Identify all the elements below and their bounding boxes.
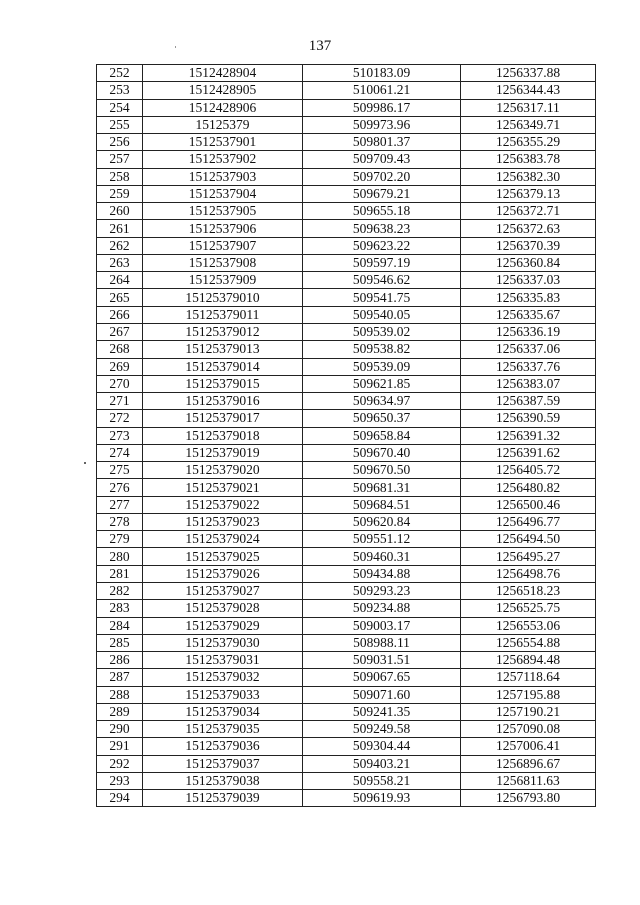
point-id-cell: 1512428904 — [143, 65, 303, 82]
point-id-cell: 15125379012 — [143, 323, 303, 340]
table-row — [97, 444, 596, 461]
point-id-cell: 1512537905 — [143, 203, 303, 220]
point-id-cell: 1512537906 — [143, 220, 303, 237]
y-coordinate-cell: 1256383.07 — [461, 375, 596, 392]
point-id-cell: 1512537903 — [143, 168, 303, 185]
point-id-cell: 15125379010 — [143, 289, 303, 306]
table-row — [97, 65, 596, 82]
row-number-cell: 264 — [97, 272, 143, 289]
x-coordinate-cell: 509801.37 — [303, 134, 461, 151]
table-row — [97, 358, 596, 375]
coordinates-table-body — [97, 65, 596, 807]
table-row — [97, 531, 596, 548]
row-number-cell: 273 — [97, 427, 143, 444]
point-id-cell: 15125379027 — [143, 582, 303, 599]
row-number-cell: 277 — [97, 496, 143, 513]
y-coordinate-cell: 1256336.19 — [461, 323, 596, 340]
x-coordinate-cell: 509558.21 — [303, 772, 461, 789]
table-row — [97, 496, 596, 513]
table-row — [97, 738, 596, 755]
row-number-cell: 259 — [97, 185, 143, 202]
x-coordinate-cell: 509597.19 — [303, 254, 461, 271]
row-number-cell: 270 — [97, 375, 143, 392]
y-coordinate-cell: 1256317.11 — [461, 99, 596, 116]
row-number-cell: 261 — [97, 220, 143, 237]
row-number-cell: 293 — [97, 772, 143, 789]
y-coordinate-cell: 1256391.62 — [461, 444, 596, 461]
y-coordinate-cell: 1256335.67 — [461, 306, 596, 323]
y-coordinate-cell: 1256382.30 — [461, 168, 596, 185]
y-coordinate-cell: 1256391.32 — [461, 427, 596, 444]
point-id-cell: 15125379025 — [143, 548, 303, 565]
y-coordinate-cell: 1256387.59 — [461, 393, 596, 410]
point-id-cell: 15125379013 — [143, 341, 303, 358]
point-id-cell: 15125379016 — [143, 393, 303, 410]
x-coordinate-cell: 509655.18 — [303, 203, 461, 220]
row-number-cell: 254 — [97, 99, 143, 116]
row-number-cell: 255 — [97, 116, 143, 133]
table-row — [97, 116, 596, 133]
table-row — [97, 393, 596, 410]
x-coordinate-cell: 509684.51 — [303, 496, 461, 513]
row-number-cell: 266 — [97, 306, 143, 323]
table-row — [97, 565, 596, 582]
x-coordinate-cell: 509986.17 — [303, 99, 461, 116]
x-coordinate-cell: 509539.02 — [303, 323, 461, 340]
table-row — [97, 306, 596, 323]
row-number-cell: 260 — [97, 203, 143, 220]
x-coordinate-cell: 509234.88 — [303, 600, 461, 617]
row-number-cell: 287 — [97, 669, 143, 686]
point-id-cell: 15125379030 — [143, 634, 303, 651]
x-coordinate-cell: 509702.20 — [303, 168, 461, 185]
x-coordinate-cell: 509460.31 — [303, 548, 461, 565]
point-id-cell: 15125379031 — [143, 652, 303, 669]
x-coordinate-cell: 509623.22 — [303, 237, 461, 254]
x-coordinate-cell: 509003.17 — [303, 617, 461, 634]
row-number-cell: 262 — [97, 237, 143, 254]
point-id-cell: 15125379028 — [143, 600, 303, 617]
table-row — [97, 513, 596, 530]
y-coordinate-cell: 1256337.88 — [461, 65, 596, 82]
table-row — [97, 237, 596, 254]
y-coordinate-cell: 1256372.71 — [461, 203, 596, 220]
x-coordinate-cell: 509067.65 — [303, 669, 461, 686]
y-coordinate-cell: 1256494.50 — [461, 531, 596, 548]
point-id-cell: 1512537909 — [143, 272, 303, 289]
row-number-cell: 292 — [97, 755, 143, 772]
y-coordinate-cell: 1256370.39 — [461, 237, 596, 254]
point-id-cell: 15125379036 — [143, 738, 303, 755]
point-id-cell: 15125379018 — [143, 427, 303, 444]
table-row — [97, 790, 596, 807]
y-coordinate-cell: 1257090.08 — [461, 721, 596, 738]
y-coordinate-cell: 1256495.27 — [461, 548, 596, 565]
x-coordinate-cell: 509540.05 — [303, 306, 461, 323]
row-number-cell: 286 — [97, 652, 143, 669]
x-coordinate-cell: 509619.93 — [303, 790, 461, 807]
table-row — [97, 99, 596, 116]
point-id-cell: 1512428905 — [143, 82, 303, 99]
point-id-cell: 15125379039 — [143, 790, 303, 807]
point-id-cell: 15125379020 — [143, 462, 303, 479]
table-row — [97, 82, 596, 99]
table-row — [97, 755, 596, 772]
y-coordinate-cell: 1256480.82 — [461, 479, 596, 496]
row-number-cell: 275 — [97, 462, 143, 479]
row-number-cell: 269 — [97, 358, 143, 375]
x-coordinate-cell: 509539.09 — [303, 358, 461, 375]
x-coordinate-cell: 509620.84 — [303, 513, 461, 530]
table-row — [97, 168, 596, 185]
y-coordinate-cell: 1256337.03 — [461, 272, 596, 289]
y-coordinate-cell: 1256349.71 — [461, 116, 596, 133]
point-id-cell: 1512537901 — [143, 134, 303, 151]
row-number-cell: 279 — [97, 531, 143, 548]
row-number-cell: 272 — [97, 410, 143, 427]
table-row — [97, 479, 596, 496]
y-coordinate-cell: 1256496.77 — [461, 513, 596, 530]
x-coordinate-cell: 509670.40 — [303, 444, 461, 461]
x-coordinate-cell: 509973.96 — [303, 116, 461, 133]
row-number-cell: 274 — [97, 444, 143, 461]
point-id-cell: 15125379029 — [143, 617, 303, 634]
table-row — [97, 151, 596, 168]
table-row — [97, 617, 596, 634]
row-number-cell: 263 — [97, 254, 143, 271]
point-id-cell: 1512537904 — [143, 185, 303, 202]
point-id-cell: 1512428906 — [143, 99, 303, 116]
table-row — [97, 582, 596, 599]
row-number-cell: 280 — [97, 548, 143, 565]
table-row — [97, 272, 596, 289]
x-coordinate-cell: 509249.58 — [303, 721, 461, 738]
row-number-cell: 256 — [97, 134, 143, 151]
y-coordinate-cell: 1256554.88 — [461, 634, 596, 651]
x-coordinate-cell: 509434.88 — [303, 565, 461, 582]
x-coordinate-cell: 509681.31 — [303, 479, 461, 496]
y-coordinate-cell: 1256344.43 — [461, 82, 596, 99]
table-row — [97, 652, 596, 669]
x-coordinate-cell: 508988.11 — [303, 634, 461, 651]
point-id-cell: 15125379022 — [143, 496, 303, 513]
y-coordinate-cell: 1256811.63 — [461, 772, 596, 789]
scan-artifact-dot — [84, 462, 86, 464]
page-number: 137 — [308, 38, 332, 54]
table-row — [97, 341, 596, 358]
table-row — [97, 289, 596, 306]
x-coordinate-cell: 510061.21 — [303, 82, 461, 99]
coordinates-table — [96, 64, 596, 807]
y-coordinate-cell: 1257195.88 — [461, 686, 596, 703]
point-id-cell: 1512537908 — [143, 254, 303, 271]
point-id-cell: 15125379023 — [143, 513, 303, 530]
x-coordinate-cell: 510183.09 — [303, 65, 461, 82]
point-id-cell: 15125379011 — [143, 306, 303, 323]
point-id-cell: 15125379 — [143, 116, 303, 133]
point-id-cell: 15125379038 — [143, 772, 303, 789]
y-coordinate-cell: 1256553.06 — [461, 617, 596, 634]
row-number-cell: 282 — [97, 582, 143, 599]
y-coordinate-cell: 1256500.46 — [461, 496, 596, 513]
table-row — [97, 134, 596, 151]
row-number-cell: 252 — [97, 65, 143, 82]
point-id-cell: 15125379014 — [143, 358, 303, 375]
row-number-cell: 284 — [97, 617, 143, 634]
x-coordinate-cell: 509638.23 — [303, 220, 461, 237]
table-row — [97, 703, 596, 720]
table-row — [97, 669, 596, 686]
x-coordinate-cell: 509031.51 — [303, 652, 461, 669]
row-number-cell: 276 — [97, 479, 143, 496]
y-coordinate-cell: 1257118.64 — [461, 669, 596, 686]
y-coordinate-cell: 1256793.80 — [461, 790, 596, 807]
y-coordinate-cell: 1256360.84 — [461, 254, 596, 271]
y-coordinate-cell: 1256525.75 — [461, 600, 596, 617]
x-coordinate-cell: 509650.37 — [303, 410, 461, 427]
x-coordinate-cell: 509304.44 — [303, 738, 461, 755]
row-number-cell: 283 — [97, 600, 143, 617]
x-coordinate-cell: 509071.60 — [303, 686, 461, 703]
table-row — [97, 600, 596, 617]
x-coordinate-cell: 509670.50 — [303, 462, 461, 479]
y-coordinate-cell: 1257190.21 — [461, 703, 596, 720]
table-row — [97, 721, 596, 738]
x-coordinate-cell: 509538.82 — [303, 341, 461, 358]
x-coordinate-cell: 509241.35 — [303, 703, 461, 720]
table-row — [97, 686, 596, 703]
row-number-cell: 258 — [97, 168, 143, 185]
point-id-cell: 15125379024 — [143, 531, 303, 548]
row-number-cell: 285 — [97, 634, 143, 651]
point-id-cell: 15125379034 — [143, 703, 303, 720]
table-row — [97, 185, 596, 202]
point-id-cell: 15125379017 — [143, 410, 303, 427]
x-coordinate-cell: 509679.21 — [303, 185, 461, 202]
y-coordinate-cell: 1256518.23 — [461, 582, 596, 599]
y-coordinate-cell: 1256372.63 — [461, 220, 596, 237]
row-number-cell: 257 — [97, 151, 143, 168]
row-number-cell: 291 — [97, 738, 143, 755]
point-id-cell: 15125379019 — [143, 444, 303, 461]
scan-artifact — [175, 46, 176, 48]
x-coordinate-cell: 509709.43 — [303, 151, 461, 168]
y-coordinate-cell: 1257006.41 — [461, 738, 596, 755]
y-coordinate-cell: 1256896.67 — [461, 755, 596, 772]
row-number-cell: 253 — [97, 82, 143, 99]
y-coordinate-cell: 1256498.76 — [461, 565, 596, 582]
table-row — [97, 462, 596, 479]
table-row — [97, 427, 596, 444]
point-id-cell: 15125379015 — [143, 375, 303, 392]
row-number-cell: 268 — [97, 341, 143, 358]
table-row — [97, 772, 596, 789]
x-coordinate-cell: 509621.85 — [303, 375, 461, 392]
x-coordinate-cell: 509541.75 — [303, 289, 461, 306]
point-id-cell: 1512537902 — [143, 151, 303, 168]
y-coordinate-cell: 1256337.76 — [461, 358, 596, 375]
point-id-cell: 15125379026 — [143, 565, 303, 582]
y-coordinate-cell: 1256383.78 — [461, 151, 596, 168]
x-coordinate-cell: 509634.97 — [303, 393, 461, 410]
point-id-cell: 15125379032 — [143, 669, 303, 686]
x-coordinate-cell: 509293.23 — [303, 582, 461, 599]
row-number-cell: 281 — [97, 565, 143, 582]
table-row — [97, 323, 596, 340]
row-number-cell: 265 — [97, 289, 143, 306]
y-coordinate-cell: 1256390.59 — [461, 410, 596, 427]
row-number-cell: 271 — [97, 393, 143, 410]
table-row — [97, 548, 596, 565]
y-coordinate-cell: 1256337.06 — [461, 341, 596, 358]
y-coordinate-cell: 1256335.83 — [461, 289, 596, 306]
row-number-cell: 267 — [97, 323, 143, 340]
table-row — [97, 410, 596, 427]
row-number-cell: 294 — [97, 790, 143, 807]
row-number-cell: 278 — [97, 513, 143, 530]
point-id-cell: 15125379021 — [143, 479, 303, 496]
table-row — [97, 375, 596, 392]
point-id-cell: 1512537907 — [143, 237, 303, 254]
x-coordinate-cell: 509658.84 — [303, 427, 461, 444]
y-coordinate-cell: 1256355.29 — [461, 134, 596, 151]
y-coordinate-cell: 1256405.72 — [461, 462, 596, 479]
y-coordinate-cell: 1256894.48 — [461, 652, 596, 669]
x-coordinate-cell: 509551.12 — [303, 531, 461, 548]
row-number-cell: 289 — [97, 703, 143, 720]
table-row — [97, 634, 596, 651]
table-row — [97, 220, 596, 237]
point-id-cell: 15125379033 — [143, 686, 303, 703]
point-id-cell: 15125379037 — [143, 755, 303, 772]
x-coordinate-cell: 509403.21 — [303, 755, 461, 772]
x-coordinate-cell: 509546.62 — [303, 272, 461, 289]
row-number-cell: 290 — [97, 721, 143, 738]
table-row — [97, 254, 596, 271]
row-number-cell: 288 — [97, 686, 143, 703]
point-id-cell: 15125379035 — [143, 721, 303, 738]
y-coordinate-cell: 1256379.13 — [461, 185, 596, 202]
table-row — [97, 203, 596, 220]
